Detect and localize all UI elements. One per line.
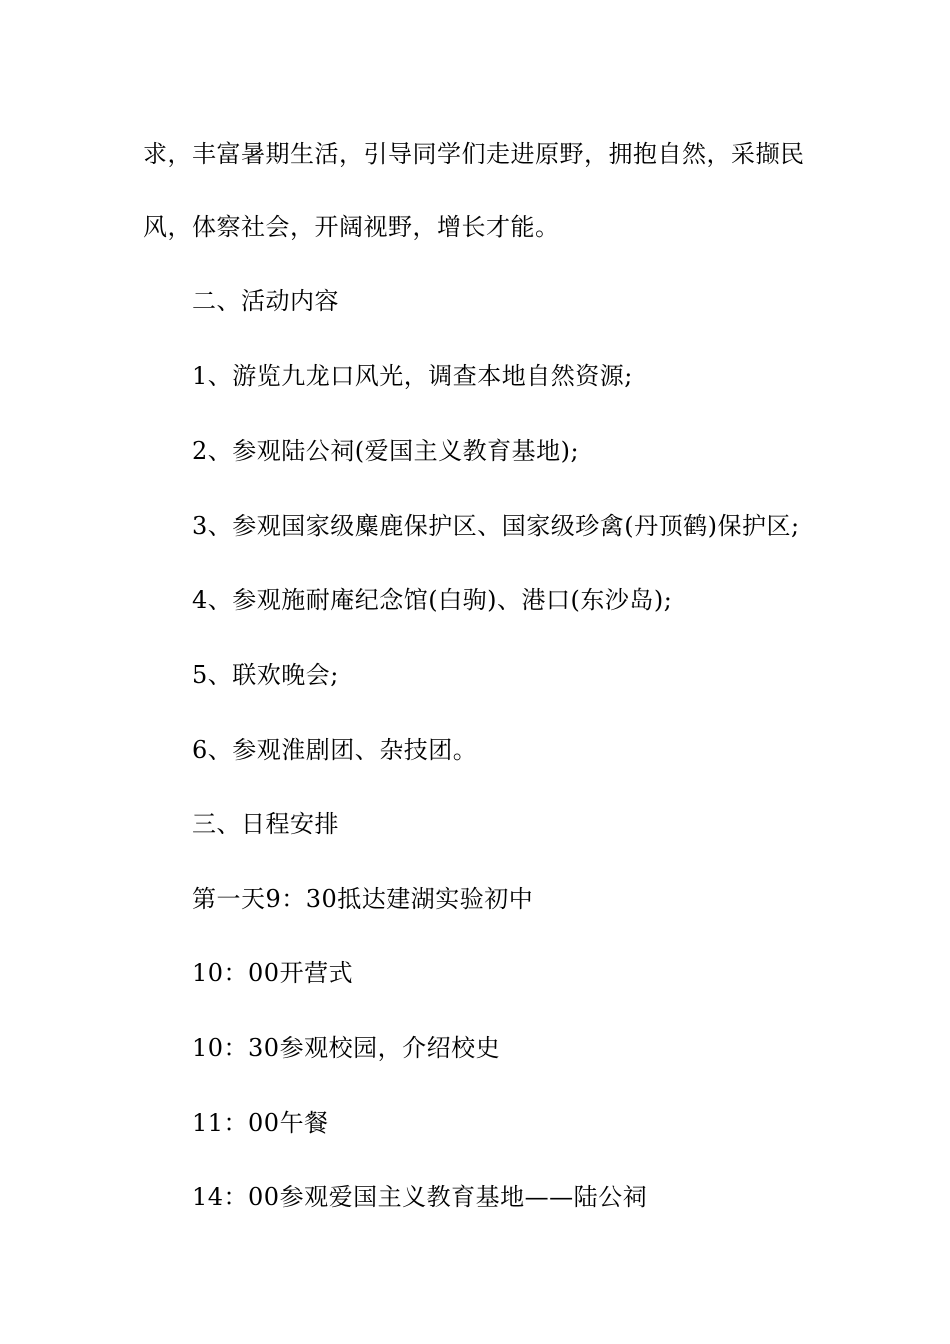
paragraph-line: 风，体察社会，开阔视野，增长才能。 (143, 213, 560, 241)
activity-item: 3、参观国家级麋鹿保护区、国家级珍禽(丹顶鹤)保护区; (192, 512, 800, 540)
schedule-item: 10：00开营式 (192, 959, 354, 987)
schedule-item: 10：30参观校园，介绍校史 (192, 1034, 501, 1062)
section-heading-activities: 二、活动内容 (192, 287, 339, 315)
activity-item: 2、参观陆公祠(爱国主义教育基地); (192, 437, 580, 465)
schedule-item: 14：00参观爱国主义教育基地——陆公祠 (192, 1183, 648, 1211)
activity-item: 6、参观淮剧团、杂技团。 (192, 736, 478, 764)
section-heading-schedule: 三、日程安排 (192, 810, 339, 838)
activity-item: 1、游览九龙口风光，调查本地自然资源; (192, 362, 633, 390)
schedule-item: 11：00午餐 (192, 1109, 329, 1137)
activity-item: 4、参观施耐庵纪念馆(白驹)、港口(东沙岛); (192, 586, 673, 614)
paragraph-line: 求，丰富暑期生活，引导同学们走进原野，拥抱自然，采撷民 (143, 140, 805, 168)
activity-item: 5、联欢晚会; (192, 661, 339, 689)
schedule-item: 第一天9：30抵达建湖实验初中 (192, 885, 534, 913)
